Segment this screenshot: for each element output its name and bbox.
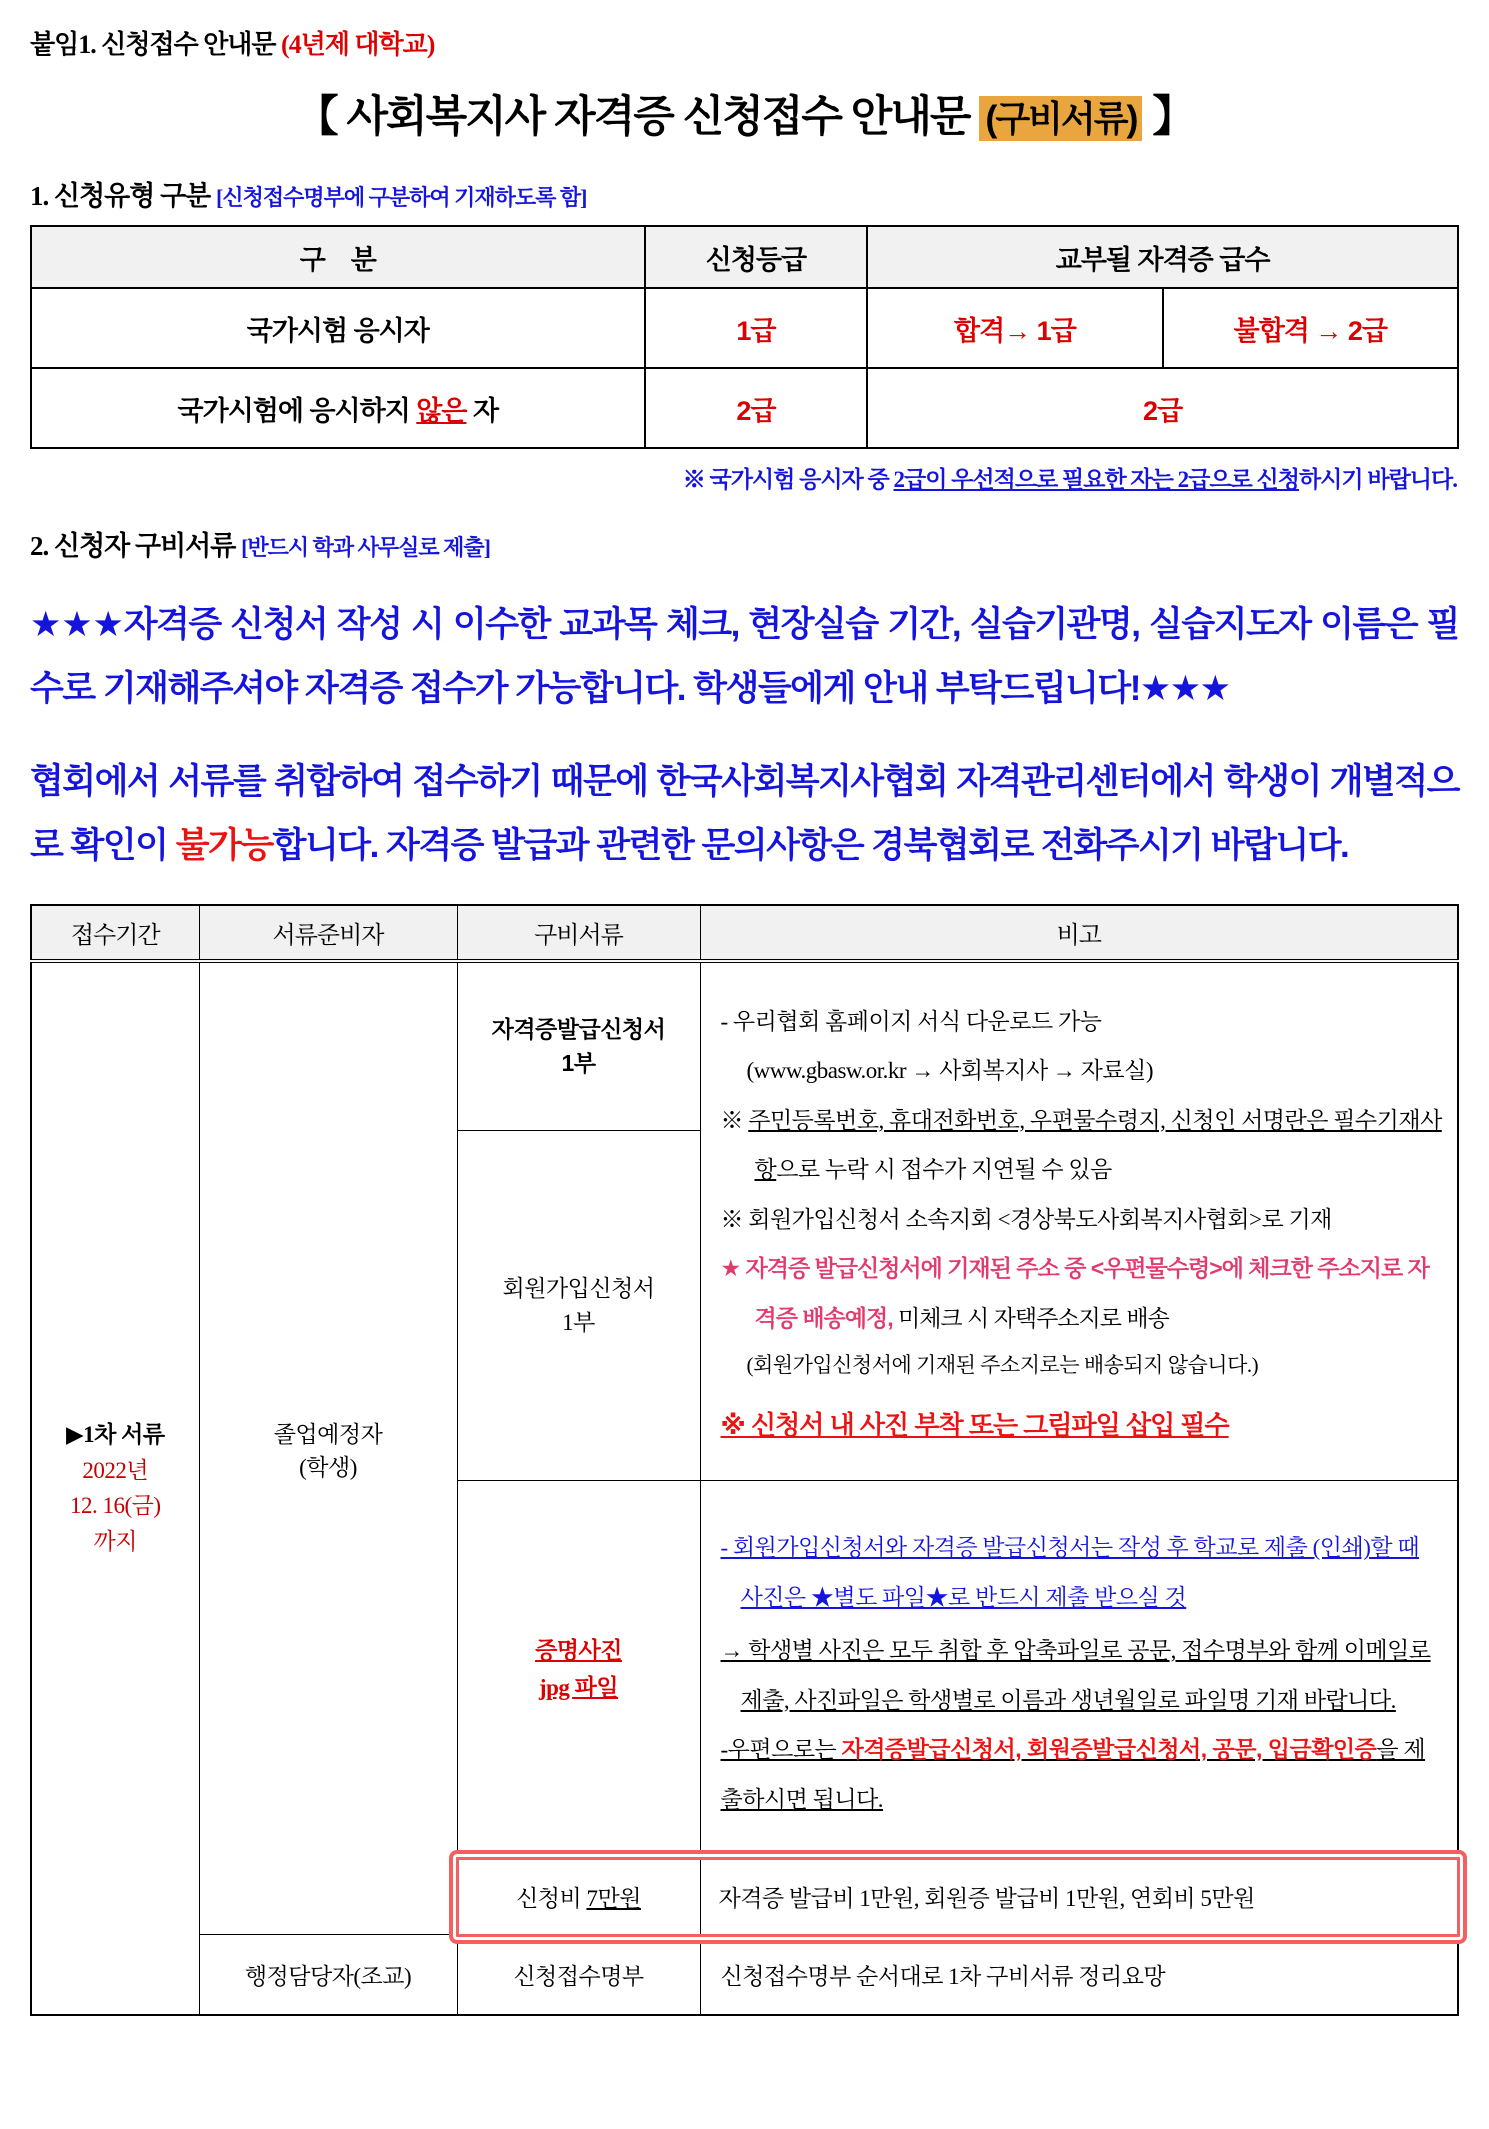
section1-heading-note: [신청접수명부에 구분하여 기재하도록 함] <box>216 185 587 210</box>
row1-pass-result: 합격→ 1급 <box>867 288 1162 368</box>
head-preparer: 서류준비자 <box>199 905 457 961</box>
doc-membership-application-cell <box>457 1131 700 1481</box>
period-until: 까지 <box>93 1528 137 1554</box>
head-documents: 구비서류 <box>457 905 700 961</box>
doc3-line2: jpg 파일 <box>538 1674 619 1700</box>
table-row <box>31 368 1458 448</box>
row2-issued: 2급 <box>867 368 1458 448</box>
noteA-line6: (회원가입신청서에 기재된 주소지로는 배송되지 않습니다.) <box>746 1353 1259 1378</box>
table-row <box>31 288 1458 368</box>
noteA-line2: (www.gbasw.or.kr → 사회복지사 → 자료실) <box>746 1058 1153 1084</box>
footnote-underlined: 2급이 우선적으로 필요한 자는 2급으로 신청 <box>893 467 1299 492</box>
application-type-header-row <box>31 226 1458 288</box>
preparer-student-line2: (학생) <box>299 1454 357 1480</box>
noteB-line3-red: 자격증발급신청서, 회원증발급신청서, 공문, 입금확인증 <box>841 1736 1377 1763</box>
noteA-line3-marker: ※ <box>720 1107 749 1133</box>
preparer-student-line1: 졸업예정자 <box>273 1421 383 1447</box>
attachment-label: 붙임1. 신청접수 안내문 <box>30 30 282 59</box>
noteB-line3-post: 을 제출하시면 됩니다. <box>720 1737 1426 1812</box>
section2-heading <box>30 524 1459 563</box>
title-main-text: 사회복지사 자격증 신청접수 안내문 <box>346 93 980 141</box>
fee-label-cell <box>457 1859 700 1935</box>
head-note: 비고 <box>700 905 1458 961</box>
attachment-line <box>30 24 1459 61</box>
section2-heading-text: 2. 신청자 구비서류 <box>30 531 242 561</box>
title-open-bracket: 【 <box>295 93 347 141</box>
doc-cert-application-cell <box>457 961 700 1131</box>
footnote-pre: 국가시험 응시자 중 <box>709 467 894 492</box>
noteA-line3-underlined: 주민등록번호, 휴대전화번호, 우편물수령지, 신청인 서명란은 필수기재사항 <box>748 1107 1442 1183</box>
notice-paragraph-1: ★★★자격증 신청서 작성 시 이수한 교과목 체크, 현장실습 기간, 실습기관명, 실습지도자 이름은 필수로 기재해주셔야 자격증 접수가 가능합니다. 학생들에게 안내 부탁드립니다!★★★ <box>30 605 1459 708</box>
period-date: 12. 16(금) <box>69 1493 161 1519</box>
note-block-b-cell <box>700 1481 1458 1859</box>
noteA-star-marker: ★ <box>720 1255 746 1282</box>
period-phase: ▶1차 서류 <box>65 1421 165 1447</box>
doc1-name: 자격증발급신청서 <box>491 1016 666 1043</box>
noteB-line3-pre: -우편으로는 <box>720 1737 842 1763</box>
head-period: 접수기간 <box>31 905 199 961</box>
noteB-line1: - 회원가입신청서와 자격증 발급신청서는 작성 후 학교로 제출 (인쇄)할 때 사진은 ★별도 파일★로 반드시 제출 받으실 것 <box>720 1535 1420 1610</box>
notice2-emphasis: 불가능 <box>175 826 273 866</box>
row2-category <box>31 368 645 448</box>
table1-footnote <box>30 461 1459 494</box>
doc1-count: 1부 <box>561 1049 596 1076</box>
doc3-line1: 증명사진 <box>535 1637 622 1663</box>
table-row <box>31 961 1458 1131</box>
row2-grade: 2급 <box>645 368 868 448</box>
noteA-line1: - 우리협회 홈페이지 서식 다운로드 가능 <box>720 1008 1102 1034</box>
noteA-photo-required: ※ 신청서 내 사진 부착 또는 그림파일 삽입 필수 <box>720 1410 1229 1441</box>
preparer-student-cell <box>199 961 457 1935</box>
row2-category-emphasis: 않은 <box>416 395 467 426</box>
noteA-line3-rest: 으로 누락 시 접수가 지연될 수 있음 <box>776 1157 1112 1183</box>
title-close-bracket: 】 <box>1142 93 1194 141</box>
footnote-marker: ※ <box>682 467 710 492</box>
admin-note-cell: 신청접수명부 순서대로 1차 구비서류 정리요망 <box>700 1935 1458 2015</box>
notice2-pre: 협회에서 서류를 취합하여 접수하기 때문에 한국사회복지사협회 자격관리센터에서 학생이 개별적으로 확인이 <box>30 762 1459 866</box>
noteA-line5 <box>721 1244 1444 1343</box>
row1-fail-result: 불합격 → 2급 <box>1163 288 1458 368</box>
section1-heading <box>30 174 1459 213</box>
notice-paragraph-2 <box>30 750 1459 877</box>
noteA-line3 <box>721 1096 1444 1195</box>
row1-grade: 1급 <box>645 288 868 368</box>
section2-heading-note: [반드시 학과 사무실로 제출] <box>241 535 491 560</box>
row2-category-pre: 국가시험에 응시하지 <box>177 395 417 426</box>
page-title <box>30 83 1459 144</box>
footnote-post: 하시기 바랍니다. <box>1298 467 1457 492</box>
doc2-count: 1부 <box>562 1309 595 1335</box>
row1-category: 국가시험 응시자 <box>31 288 645 368</box>
noteA-line5-pink: 자격증 발급신청서에 기재된 주소 중 <우편물수령>에 체크한 주소지로 자격증 배송예정, <box>745 1255 1429 1331</box>
col-category-header: 구 분 <box>31 226 645 288</box>
title-highlight: (구비서류) <box>979 96 1142 141</box>
fee-label: 신청비 <box>516 1886 587 1912</box>
documents-table <box>30 904 1459 2016</box>
documents-header-row <box>31 905 1458 961</box>
noteA-line5-black: 미체크 시 자택주소지로 배송 <box>892 1304 1169 1331</box>
fee-note-cell: 자격증 발급비 1만원, 회원증 발급비 1만원, 연회비 5만원 <box>700 1859 1458 1935</box>
doc-photo-cell <box>457 1481 700 1859</box>
application-type-table <box>30 225 1459 449</box>
noteB-line2: → 학생별 사진은 모두 취합 후 압축파일로 공문, 접수명부와 함께 이메일로 제출, 사진파일은 학생별로 이름과 생년월일로 파일명 기재 바랍니다. <box>720 1638 1431 1713</box>
fee-amount: 7만원 <box>586 1886 641 1912</box>
section1-heading-text: 1. 신청유형 구분 <box>30 181 216 211</box>
table-row <box>31 1935 1458 2015</box>
period-cell <box>31 961 199 2015</box>
notice2-post: 합니다. 자격증 발급과 관련한 문의사항은 경북협회로 전화주시기 바랍니다. <box>272 826 1349 866</box>
noteA-line4: ※ 회원가입신청서 소속지회 <경상북도사회복지사협회>로 기재 <box>720 1206 1332 1232</box>
col-grade-header: 신청등급 <box>645 226 868 288</box>
note-block-a-cell <box>700 961 1458 1481</box>
admin-doc-cell: 신청접수명부 <box>457 1935 700 2015</box>
doc2-name: 회원가입신청서 <box>502 1276 655 1302</box>
attachment-note: (4년제 대학교) <box>281 30 435 59</box>
noteB-line3 <box>721 1725 1444 1824</box>
documents-table-wrap <box>30 904 1459 2016</box>
preparer-admin-cell: 행정담당자(조교) <box>199 1935 457 2015</box>
row2-category-post: 자 <box>466 395 499 426</box>
col-issued-header: 교부될 자격증 급수 <box>867 226 1458 288</box>
period-year: 2022년 <box>82 1457 149 1483</box>
